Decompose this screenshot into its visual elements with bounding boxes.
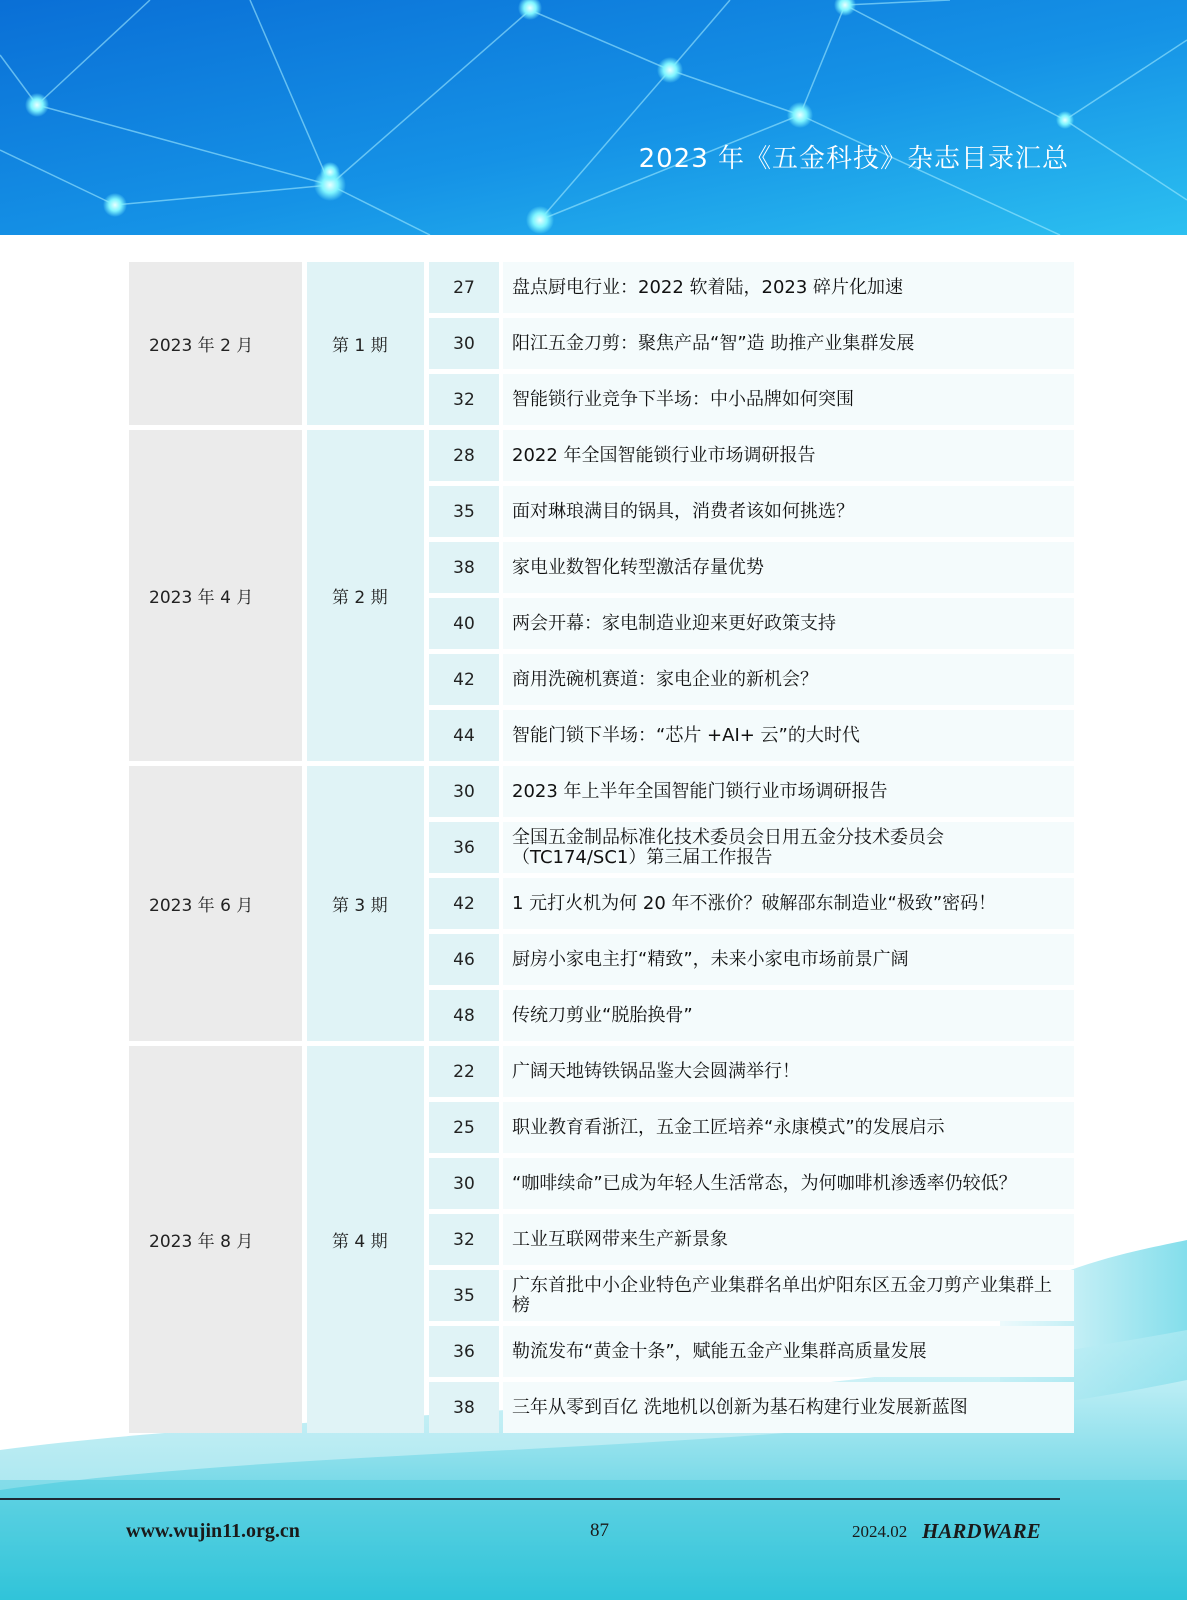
issue-cell: 第 1 期 xyxy=(307,262,424,425)
issue-cell: 第 3 期 xyxy=(307,766,424,1041)
toc-table xyxy=(129,262,1074,1438)
page-number-cell: 36 xyxy=(429,822,499,873)
page-number-cell: 22 xyxy=(429,1046,499,1097)
article-title-cell: 勒流发布“黄金十条”，赋能五金产业集群高质量发展 xyxy=(503,1326,1074,1377)
page-number-cell: 25 xyxy=(429,1102,499,1153)
month-cell: 2023 年 4 月 xyxy=(129,430,302,761)
footer-page-number: 87 xyxy=(590,1520,609,1541)
article-title-cell: 智能门锁下半场：“芯片 +AI+ 云”的大时代 xyxy=(503,710,1074,761)
network-graphic xyxy=(0,0,1187,235)
table-row xyxy=(429,934,1074,985)
article-title-cell: 1 元打火机为何 20 年不涨价？破解邵东制造业“极致”密码！ xyxy=(503,878,1074,929)
article-title-cell: 传统刀剪业“脱胎换骨” xyxy=(503,990,1074,1041)
footer-divider xyxy=(0,1498,1060,1500)
article-list xyxy=(429,766,1074,1041)
page-number-cell: 38 xyxy=(429,1382,499,1433)
table-row xyxy=(429,1382,1074,1433)
month-cell: 2023 年 2 月 xyxy=(129,262,302,425)
article-list xyxy=(429,1046,1074,1433)
article-title-cell: 工业互联网带来生产新景象 xyxy=(503,1214,1074,1265)
toc-group xyxy=(129,430,1074,761)
page-title: 2023 年《五金科技》杂志目录汇总 xyxy=(638,144,1069,174)
month-cell: 2023 年 8 月 xyxy=(129,1046,302,1433)
page-number-cell: 36 xyxy=(429,1326,499,1377)
article-title-cell: 商用洗碗机赛道：家电企业的新机会？ xyxy=(503,654,1074,705)
article-title-cell: 家电业数智化转型激活存量优势 xyxy=(503,542,1074,593)
article-title-cell: 2023 年上半年全国智能门锁行业市场调研报告 xyxy=(503,766,1074,817)
article-title-cell: 盘点厨电行业：2022 软着陆，2023 碎片化加速 xyxy=(503,262,1074,313)
article-title-cell: 全国五金制品标准化技术委员会日用五金分技术委员会（TC174/SC1）第三届工作报告 xyxy=(503,822,1074,873)
table-row xyxy=(429,1158,1074,1209)
page-number-cell: 27 xyxy=(429,262,499,313)
page-number-cell: 35 xyxy=(429,486,499,537)
page-number-cell: 32 xyxy=(429,1214,499,1265)
page-number-cell: 32 xyxy=(429,374,499,425)
page-number-cell: 40 xyxy=(429,598,499,649)
table-row xyxy=(429,1214,1074,1265)
page-number-cell: 35 xyxy=(429,1270,499,1321)
table-row xyxy=(429,1326,1074,1377)
page-number-cell: 38 xyxy=(429,542,499,593)
table-row xyxy=(429,542,1074,593)
toc-group xyxy=(129,1046,1074,1433)
table-row xyxy=(429,374,1074,425)
article-title-cell: 厨房小家电主打“精致”，未来小家电市场前景广阔 xyxy=(503,934,1074,985)
page-number-cell: 30 xyxy=(429,318,499,369)
table-row xyxy=(429,878,1074,929)
article-list xyxy=(429,430,1074,761)
table-row xyxy=(429,710,1074,761)
page-number-cell: 42 xyxy=(429,654,499,705)
article-title-cell: 职业教育看浙江，五金工匠培养“永康模式”的发展启示 xyxy=(503,1102,1074,1153)
footer-brand: HARDWARE xyxy=(922,1519,1041,1543)
article-title-cell: 2022 年全国智能锁行业市场调研报告 xyxy=(503,430,1074,481)
issue-cell: 第 2 期 xyxy=(307,430,424,761)
page-number-cell: 46 xyxy=(429,934,499,985)
table-row xyxy=(429,430,1074,481)
table-row xyxy=(429,822,1074,873)
article-title-cell: 广阔天地铸铁锅品鉴大会圆满举行！ xyxy=(503,1046,1074,1097)
header-banner xyxy=(0,0,1187,235)
page-number-cell: 28 xyxy=(429,430,499,481)
toc-group xyxy=(129,766,1074,1041)
article-title-cell: 面对琳琅满目的锅具，消费者该如何挑选？ xyxy=(503,486,1074,537)
table-row xyxy=(429,1102,1074,1153)
page-number-cell: 30 xyxy=(429,1158,499,1209)
table-row xyxy=(429,1270,1074,1321)
table-row xyxy=(429,654,1074,705)
table-row xyxy=(429,1046,1074,1097)
page-number-cell: 42 xyxy=(429,878,499,929)
article-title-cell: 智能锁行业竞争下半场：中小品牌如何突围 xyxy=(503,374,1074,425)
toc-group xyxy=(129,262,1074,425)
page-number-cell: 44 xyxy=(429,710,499,761)
table-row xyxy=(429,766,1074,817)
table-row xyxy=(429,486,1074,537)
page-number-cell: 48 xyxy=(429,990,499,1041)
table-row xyxy=(429,318,1074,369)
article-title-cell: 两会开幕：家电制造业迎来更好政策支持 xyxy=(503,598,1074,649)
article-title-cell: “咖啡续命”已成为年轻人生活常态，为何咖啡机渗透率仍较低？ xyxy=(503,1158,1074,1209)
article-title-cell: 广东首批中小企业特色产业集群名单出炉阳东区五金刀剪产业集群上榜 xyxy=(503,1270,1074,1321)
footer-url: www.wujin11.org.cn xyxy=(126,1520,300,1542)
table-row xyxy=(429,990,1074,1041)
article-title-cell: 三年从零到百亿 洗地机以创新为基石构建行业发展新蓝图 xyxy=(503,1382,1074,1433)
page-number-cell: 30 xyxy=(429,766,499,817)
article-list xyxy=(429,262,1074,425)
month-cell: 2023 年 6 月 xyxy=(129,766,302,1041)
table-row xyxy=(429,262,1074,313)
table-row xyxy=(429,598,1074,649)
footer-issue: 2024.02 xyxy=(852,1522,908,1541)
article-title-cell: 阳江五金刀剪：聚焦产品“智”造 助推产业集群发展 xyxy=(503,318,1074,369)
issue-cell: 第 4 期 xyxy=(307,1046,424,1433)
